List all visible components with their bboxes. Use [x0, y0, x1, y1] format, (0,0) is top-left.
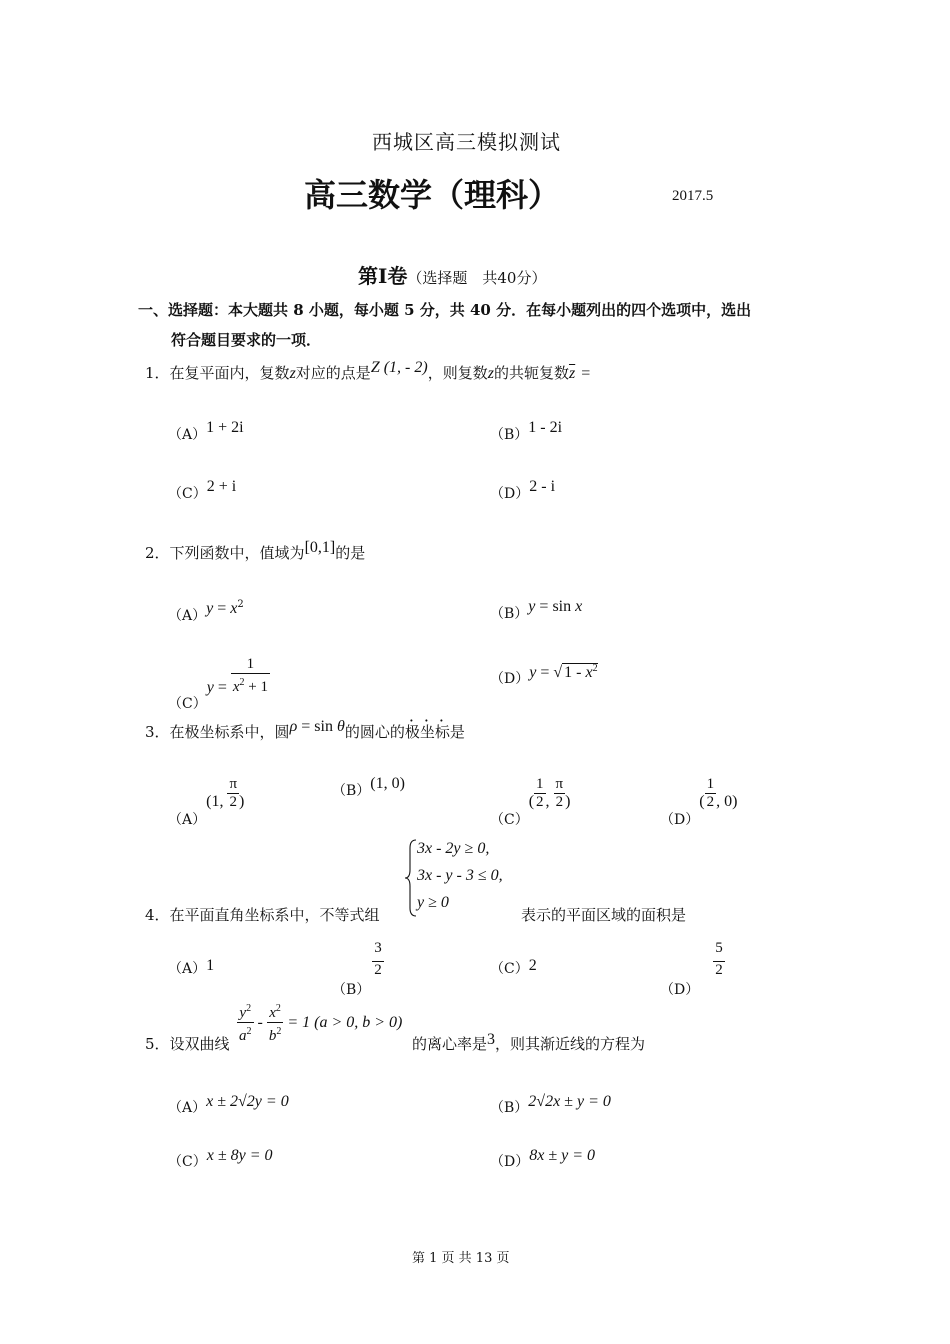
math-fraction: [534, 776, 546, 811]
fraction-numerator: 1: [706, 776, 715, 792]
fraction-denominator: 2: [555, 794, 564, 810]
inequality-brace: [404, 838, 418, 918]
math-var: y: [529, 664, 537, 681]
math-fraction: [227, 776, 239, 811]
option-label: （B）: [332, 981, 371, 998]
q2-option-c[interactable]: [168, 656, 270, 712]
option-label: （C）: [490, 961, 529, 977]
exam-date: 2017.5: [672, 188, 714, 204]
math-func: = sin: [297, 718, 337, 735]
q1-text: 在复平面内，复数: [169, 364, 290, 382]
option-label: （A）: [168, 811, 207, 828]
q1-option-b[interactable]: [490, 419, 563, 444]
hyperbola-equation: [237, 1000, 402, 1045]
question-5-stem-end: [412, 1033, 645, 1054]
q1-option-d[interactable]: [490, 478, 556, 503]
fraction-numerator: 3: [374, 940, 382, 956]
q5-option-d[interactable]: [490, 1147, 596, 1171]
question-1-stem: [145, 359, 591, 383]
page-footer: 第 1 页 共 13 页: [412, 1251, 510, 1266]
emphasis-char: 极: [404, 723, 420, 741]
math-text: 1 -: [564, 664, 586, 681]
brace-icon: [404, 838, 418, 918]
math-text: ): [239, 792, 245, 810]
fraction-denominator: 2: [229, 794, 237, 810]
q4-option-a[interactable]: [168, 958, 214, 978]
fraction-numerator: 1: [231, 656, 270, 674]
fraction-denominator: 2: [706, 794, 715, 810]
option-math: 2: [528, 957, 537, 974]
math-exponent: 2: [246, 1003, 252, 1014]
fraction-numerator: [267, 1000, 284, 1023]
option-label: （B）: [490, 1100, 529, 1116]
q1-var-z: z: [289, 365, 296, 382]
q3-option-a[interactable]: [168, 776, 245, 828]
instruction-line-1: 一、选择题：本大题共 8 小题，每小题 5 分，共 40 分．在每小题列出的四个选项中，选出: [138, 301, 752, 319]
fraction-numerator: 1: [536, 776, 544, 792]
math-exponent: 2: [237, 599, 244, 610]
math-var: a: [239, 1028, 247, 1044]
math-op: =: [536, 664, 554, 681]
fraction-denominator: [237, 1023, 254, 1045]
inequality-line-3: y ≥ 0: [417, 894, 449, 911]
q1-text: ，则复数: [427, 364, 488, 382]
option-math: 2 - i: [529, 478, 556, 495]
instruction-line-2: 符合题目要求的一项．: [171, 331, 322, 349]
q1-text: 对应的点是: [295, 364, 371, 382]
option-math: 2√2x ± y = 0: [528, 1093, 611, 1110]
q2-option-b[interactable]: [490, 598, 583, 623]
math-fraction: [713, 940, 725, 979]
option-label: （C）: [168, 486, 207, 502]
q2-option-a[interactable]: [168, 599, 244, 625]
option-math: 8x ± y = 0: [529, 1147, 596, 1164]
q3-equation: [290, 717, 345, 735]
option-math: 1: [206, 957, 215, 974]
q1-var-z: z: [487, 365, 494, 382]
q5-option-b[interactable]: [490, 1093, 611, 1117]
math-fraction: [237, 1000, 254, 1045]
section-title: 第Ⅰ卷: [358, 264, 408, 288]
math-exponent: 2: [592, 663, 598, 674]
q3-text: 的圆心的: [344, 723, 405, 741]
math-fraction: [372, 940, 384, 979]
q3-text: 在极坐标系中，圆: [169, 723, 290, 741]
fraction-denominator: 2: [374, 962, 382, 978]
math-var: y: [206, 600, 214, 617]
q2-text: 的是: [335, 544, 366, 562]
emphasis-char: 坐: [419, 723, 435, 741]
q4-text-tail: 表示的平面区域的面积是: [521, 906, 687, 924]
option-label: （B）: [490, 427, 529, 443]
math-exponent: 2: [276, 1026, 282, 1037]
fraction-denominator: 2: [715, 962, 723, 978]
q4-option-d[interactable]: [660, 940, 725, 998]
q4-option-c[interactable]: [490, 958, 537, 978]
option-label: （D）: [660, 981, 700, 998]
math-exponent: 2: [275, 1003, 281, 1014]
q5-option-a[interactable]: [168, 1093, 289, 1117]
q1-option-a[interactable]: [168, 419, 244, 444]
option-math: x ± 2√2y = 0: [206, 1093, 289, 1110]
sqrt-radicand: [562, 663, 597, 681]
fraction-denominator: [267, 1023, 284, 1045]
question-2-stem: [145, 539, 366, 563]
option-math: 2 + i: [206, 478, 237, 495]
sqrt-sign: √: [553, 664, 563, 681]
question-number: 2．: [145, 544, 170, 562]
question-number: 3．: [145, 723, 170, 741]
fraction-denominator: 2: [536, 794, 544, 810]
math-op: =: [535, 598, 553, 615]
math-exponent: 2: [246, 1026, 252, 1037]
option-label: （D）: [490, 1154, 530, 1170]
math-var: ρ: [289, 718, 298, 735]
math-var: x: [585, 664, 593, 681]
fraction-denominator: [231, 674, 270, 696]
option-math: 1 - 2i: [528, 419, 563, 436]
exam-title: 高三数学（理科）: [304, 176, 561, 214]
q4-text: 在平面直角坐标系中，不等式组: [169, 906, 380, 924]
option-label: （C）: [490, 811, 529, 828]
section-note: （选择题 共40分）: [407, 269, 547, 287]
q2-option-d[interactable]: [490, 663, 598, 688]
q3-option-c[interactable]: [490, 776, 571, 828]
q1-equals: =: [581, 365, 591, 382]
exam-subtitle: 西城区高三模拟测试: [372, 130, 561, 154]
q1-conjugate-z: $\overline{z}$: [568, 365, 576, 382]
fraction-numerator: π: [229, 776, 238, 792]
math-fraction: [554, 776, 566, 811]
option-label: （C）: [168, 696, 207, 712]
math-var: y: [239, 1005, 247, 1021]
option-label: （D）: [490, 486, 530, 502]
math-op: =: [213, 679, 231, 696]
math-fraction: [231, 656, 270, 696]
option-label: （D）: [490, 671, 530, 687]
inequality-line-1: 3x - 2y ≥ 0,: [417, 840, 490, 857]
option-math: [528, 599, 582, 615]
q4-option-b[interactable]: [332, 940, 384, 998]
math-var: y: [528, 598, 536, 615]
option-math: x ± 8y = 0: [206, 1147, 273, 1164]
option-label: （A）: [168, 608, 207, 624]
fraction-numerator: [237, 1000, 254, 1023]
q5-text: 的离心率是: [412, 1035, 488, 1053]
inequality-line-2: 3x - y - 3 ≤ 0,: [417, 867, 503, 884]
option-math: 1 + 2i: [206, 419, 244, 436]
math-op: =: [213, 600, 231, 617]
option-math: (1, 0): [370, 775, 405, 792]
q3-option-d[interactable]: [660, 776, 738, 828]
math-func: sin: [552, 598, 576, 615]
q5-text: ，则其渐近线的方程为: [495, 1035, 646, 1053]
math-exponent: 2: [239, 677, 245, 688]
math-text: (1,: [206, 792, 228, 810]
question-4-stem: [145, 904, 380, 925]
option-label: （A）: [168, 961, 207, 977]
question-number: 4．: [145, 906, 170, 924]
math-var: θ: [336, 718, 345, 735]
math-text: ,: [545, 792, 554, 810]
q5-text: 设双曲线: [169, 1035, 230, 1053]
math-var: b: [268, 1028, 277, 1044]
option-math: [529, 665, 597, 681]
q2-text: 下列函数中，值域为: [169, 544, 305, 562]
question-number: 1．: [145, 364, 170, 382]
math-var: x: [575, 598, 583, 615]
q3-option-b[interactable]: [332, 775, 405, 800]
math-text: ): [565, 792, 571, 810]
math-var: x: [232, 679, 240, 695]
q1-option-c[interactable]: [168, 478, 237, 503]
q1-text: 的共轭复数: [493, 364, 569, 382]
math-text: = 1 (a > 0, b > 0): [283, 1014, 403, 1031]
math-fraction: [705, 776, 717, 811]
math-var: y: [206, 679, 214, 696]
math-var: x: [230, 600, 238, 617]
option-label: （A）: [168, 1100, 207, 1116]
option-math: [206, 601, 244, 617]
question-5-stem-start: [145, 1033, 230, 1054]
fraction-numerator: π: [555, 776, 564, 792]
q1-point: Z (1, - 2): [370, 359, 428, 376]
math-text: (: [528, 792, 535, 810]
q2-interval: [0,1]: [304, 539, 336, 556]
option-label: （C）: [168, 1154, 207, 1170]
section-heading: [358, 260, 546, 289]
math-text: + 1: [244, 679, 268, 695]
math-var: x: [269, 1005, 276, 1021]
q5-option-c[interactable]: [168, 1147, 273, 1171]
q3-text: 是: [449, 723, 465, 741]
math-fraction: [267, 1000, 284, 1045]
option-label: （A）: [168, 427, 207, 443]
math-op: -: [253, 1014, 267, 1031]
math-text: , 0): [716, 792, 738, 810]
question-3-stem: [145, 718, 465, 742]
q5-eccentricity: 3: [487, 1031, 496, 1048]
option-label: （B）: [332, 783, 371, 799]
math-text: (: [699, 792, 705, 810]
option-label: （B）: [490, 606, 529, 622]
emphasis-char: 标: [434, 723, 450, 741]
question-number: 5．: [145, 1035, 170, 1053]
option-label: （D）: [660, 811, 700, 828]
fraction-numerator: 5: [715, 940, 723, 956]
